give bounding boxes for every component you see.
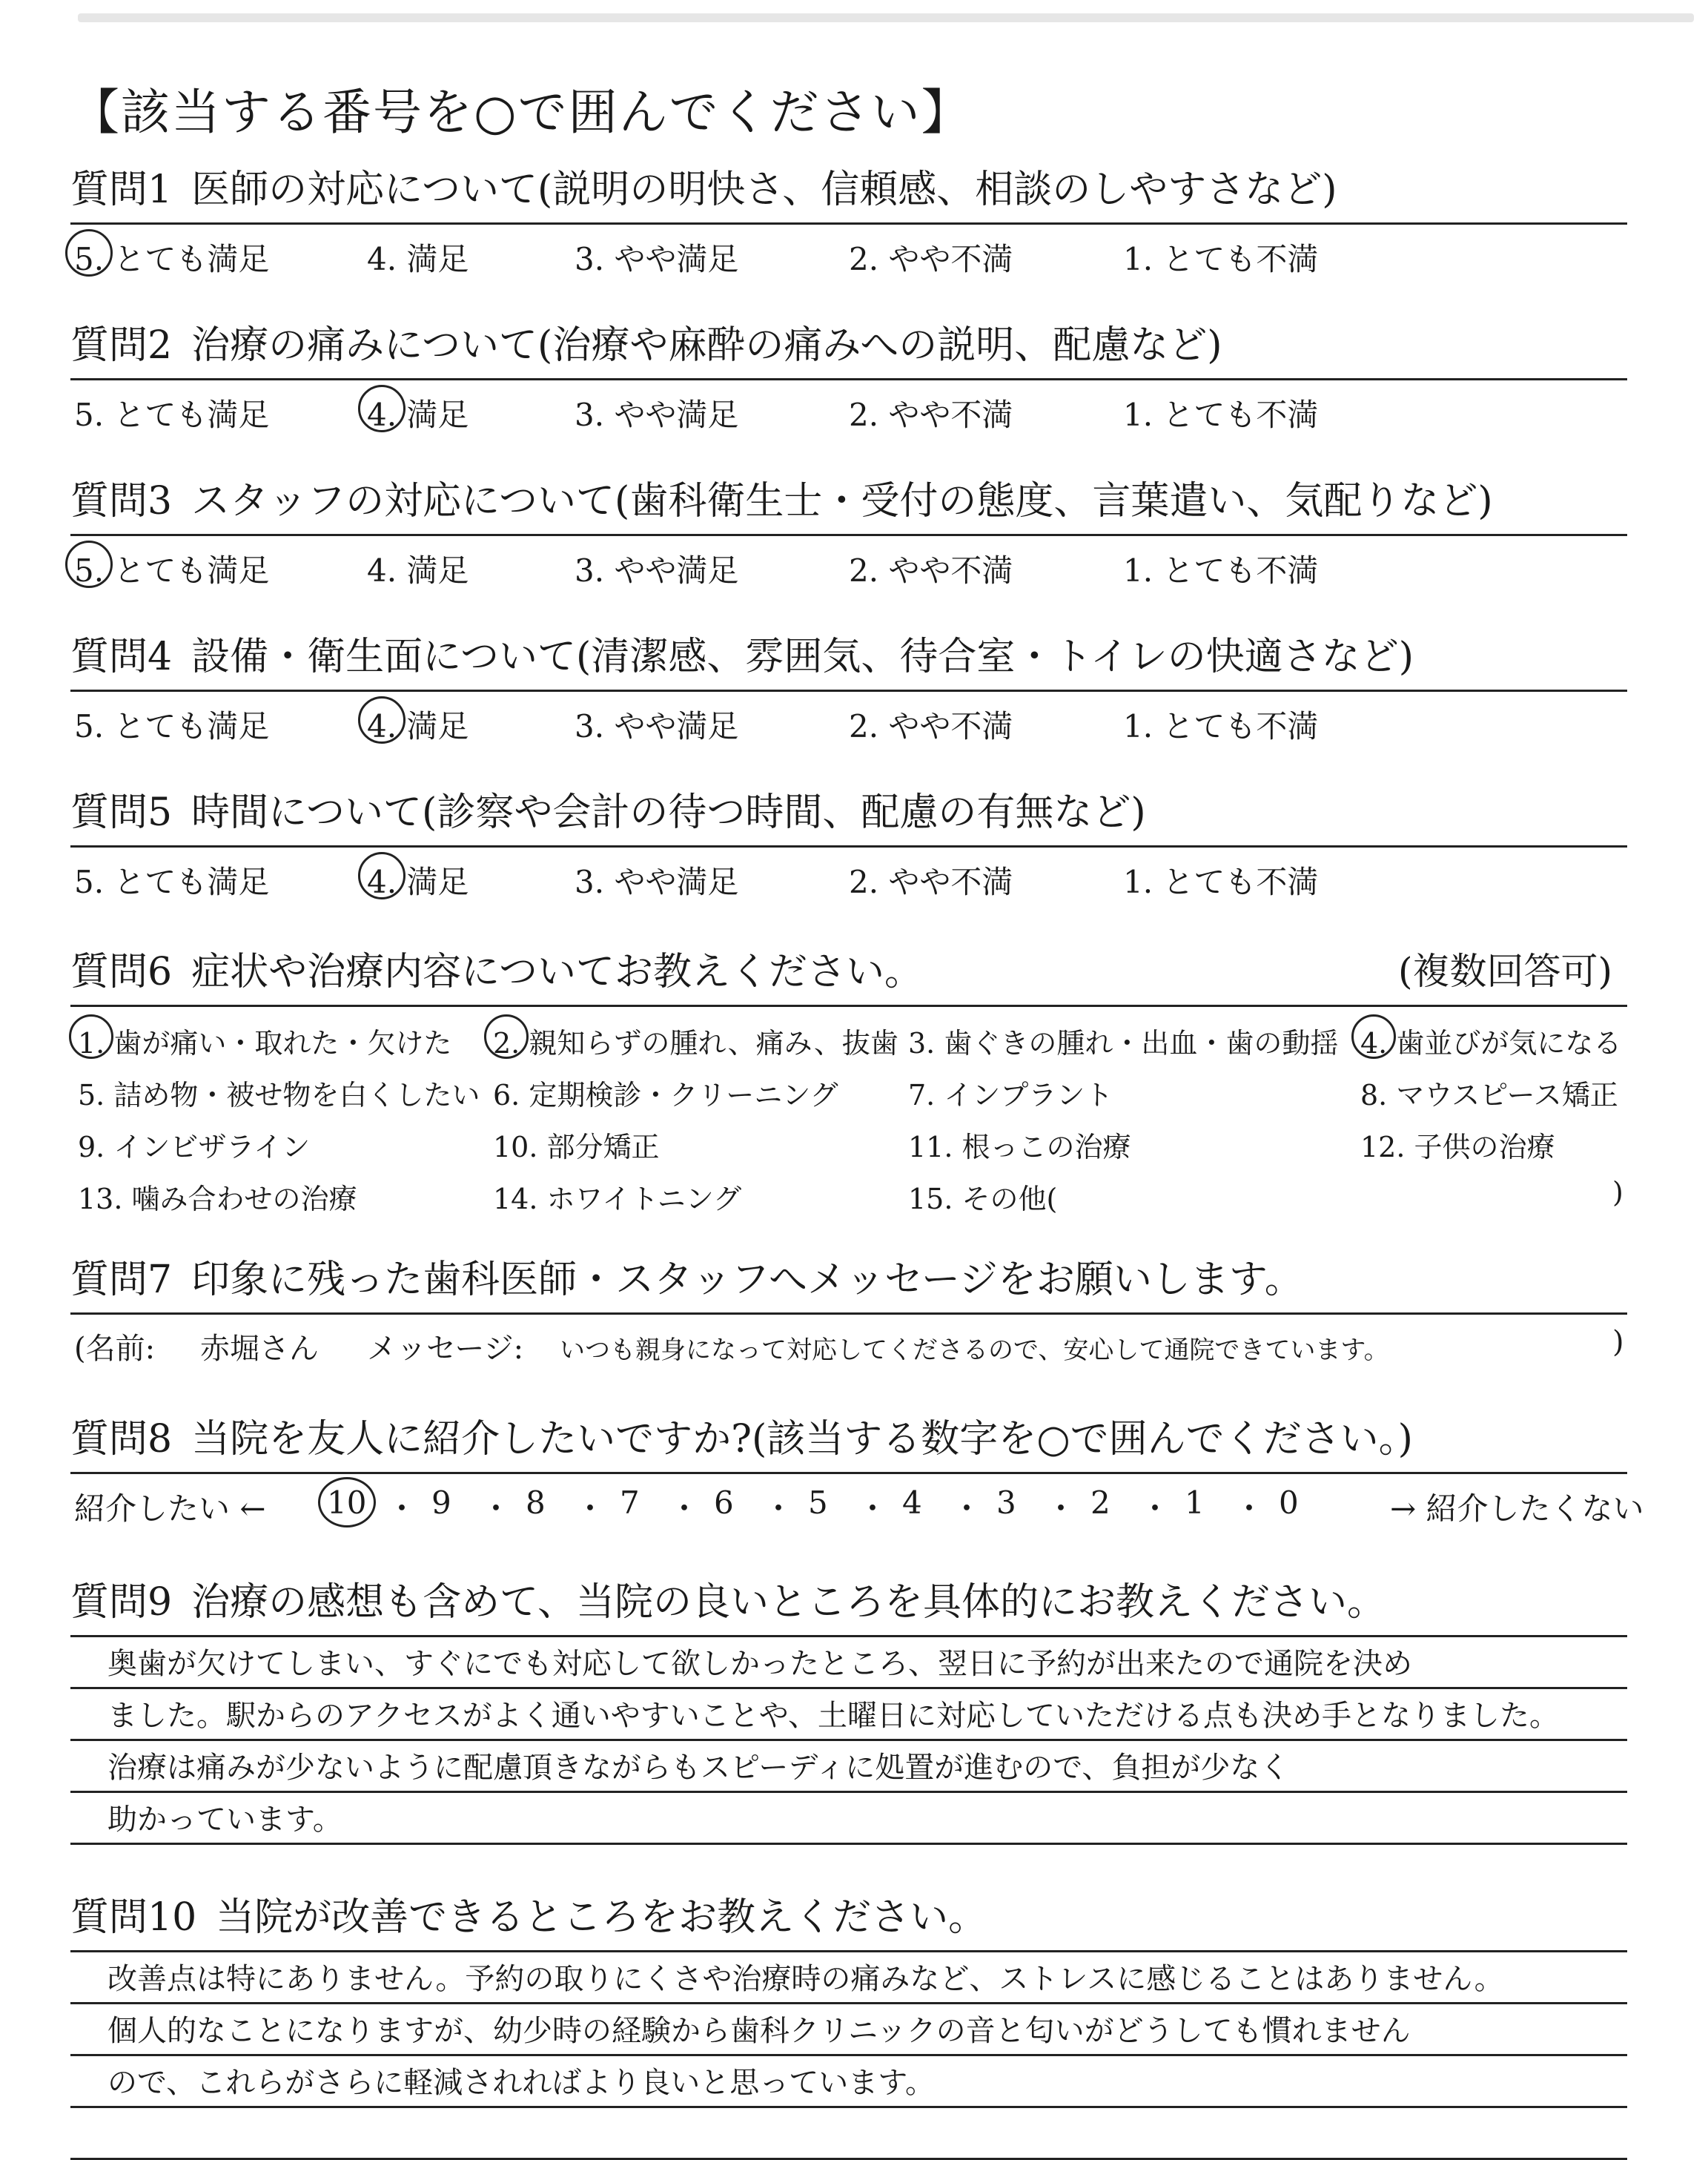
scale-value[interactable]: 3 <box>996 1484 1016 1521</box>
rating-options <box>70 848 1627 899</box>
answer-line <box>70 2004 1627 2056</box>
rating-option[interactable]: 1. とても不満 <box>1123 864 1319 900</box>
answer-line <box>70 1689 1627 1741</box>
selection-circle <box>358 696 406 744</box>
scale-separator: ・ <box>480 1490 512 1527</box>
recommend-scale <box>70 1474 1644 1533</box>
scale-value[interactable]: 6 <box>714 1484 734 1521</box>
message-value[interactable]: いつも親身になって対応してくださるので、安心して通院できています。 <box>560 1335 1389 1365</box>
multiple-answer-note: (複数回答可) <box>1397 950 1612 993</box>
question-9 <box>70 1580 1627 1845</box>
rating-options <box>70 225 1627 277</box>
selection-circle <box>69 1014 113 1059</box>
symptom-option[interactable]: 3. 歯ぐきの腫れ・出血・歯の動揺 <box>908 1027 1339 1060</box>
symptom-option[interactable]: 7. インプラント <box>908 1079 1113 1112</box>
question-10 <box>70 1895 1627 2160</box>
rating-option[interactable]: 3. やや満足 <box>575 397 739 433</box>
top-edge <box>78 13 1694 22</box>
selection-circle <box>358 852 406 899</box>
rating-option[interactable]: 5. とても満足 <box>74 552 270 589</box>
symptom-option[interactable]: 2. 親知らずの腫れ、痛み、抜歯 <box>493 1027 898 1060</box>
rating-option[interactable]: 2. やや不満 <box>849 397 1013 433</box>
symptom-option[interactable]: 12. 子供の治療 <box>1360 1131 1555 1163</box>
question-text: 印象に残った歯科医師・スタッフへメッセージをお願いします。 <box>191 1258 1303 1302</box>
handwritten-answer[interactable]: 個人的なことになりますが、幼少時の経験から歯科クリニックの音と匂いがどうしても慣れません <box>107 2014 1411 2048</box>
scale-separator: ・ <box>1139 1490 1171 1527</box>
symptom-option[interactable]: 8. マウスピース矯正 <box>1360 1079 1618 1112</box>
question-number: 質問9 <box>70 1580 173 1625</box>
question-2 <box>70 323 1627 433</box>
question-4 <box>70 635 1627 744</box>
scale-separator: ・ <box>857 1490 889 1527</box>
answer-line <box>70 1637 1627 1689</box>
scale-value[interactable]: 9 <box>431 1484 451 1521</box>
rating-option[interactable]: 3. やや満足 <box>575 552 739 589</box>
question-1 <box>70 168 1627 277</box>
scale-value[interactable]: 1 <box>1185 1484 1205 1521</box>
question-text: 時間について(診察や会計の待つ時間、配慮の有無など) <box>191 790 1146 835</box>
question-text: スタッフの対応について(歯科衛生士・受付の態度、言葉遣い、気配りなど) <box>191 479 1493 524</box>
rating-options <box>70 380 1627 432</box>
scale-value[interactable]: 2 <box>1090 1484 1110 1521</box>
rating-option[interactable]: 4. 満足 <box>367 241 469 277</box>
handwritten-answer[interactable]: ので、これらがさらに軽減されればより良いと思っています。 <box>107 2066 935 2100</box>
question-7 <box>70 1258 1627 1367</box>
scale-value[interactable]: 0 <box>1279 1484 1299 1521</box>
rating-option[interactable]: 4. 満足 <box>367 397 469 433</box>
rating-option[interactable]: 2. やや不満 <box>849 864 1013 900</box>
question-text: 治療の感想も含めて、当院の良いところを具体的にお教えください。 <box>191 1580 1386 1625</box>
question-text: 症状や治療内容についてお教えください。 <box>191 950 924 994</box>
scale-separator: ・ <box>763 1490 795 1527</box>
symptom-option[interactable]: 1. 歯が痛い・取れた・欠けた <box>78 1027 452 1060</box>
question-number: 質問1 <box>70 168 173 212</box>
answer-line <box>70 1952 1627 2004</box>
answer-lines <box>70 1952 1627 2160</box>
answer-lines <box>70 1637 1627 1845</box>
scale-value[interactable]: 4 <box>902 1484 922 1521</box>
question-number: 質問6 <box>70 950 173 994</box>
question-number: 質問10 <box>70 1895 197 1940</box>
symptom-option[interactable]: 4. 歯並びが気になる <box>1360 1027 1622 1060</box>
answer-line <box>70 2056 1627 2108</box>
question-6 <box>70 950 1627 1229</box>
selection-circle <box>358 385 406 432</box>
symptom-option[interactable]: 9. インビザライン <box>78 1131 311 1163</box>
rating-option[interactable]: 5. とても満足 <box>74 708 270 744</box>
question-number: 質問8 <box>70 1417 173 1462</box>
selection-circle <box>65 229 113 277</box>
question-text: 当院が改善できるところをお教えください。 <box>216 1895 987 1940</box>
rating-options <box>70 692 1627 744</box>
question-text: 当院を友人に紹介したいですか?(該当する数字を○で囲んでください。) <box>191 1417 1413 1462</box>
selection-circle <box>65 541 113 588</box>
selection-circle <box>1351 1014 1396 1059</box>
symptom-option[interactable]: 10. 部分矯正 <box>493 1131 660 1163</box>
page-title: 【該当する番号を○で囲んでください】 <box>70 84 972 141</box>
rating-option[interactable]: 2. やや不満 <box>849 241 1013 277</box>
other-close: ) <box>1612 1176 1623 1209</box>
rating-option[interactable]: 3. やや満足 <box>575 864 739 900</box>
handwritten-answer[interactable]: 改善点は特にありません。予約の取りにくさや治療時の痛みなど、ストレスに感じることはありません。 <box>107 1962 1504 1996</box>
rating-option[interactable]: 5. とても満足 <box>74 864 270 900</box>
rating-option[interactable]: 2. やや不満 <box>849 552 1013 589</box>
question-5 <box>70 790 1627 900</box>
symptom-option[interactable]: 15. その他( <box>908 1183 1058 1215</box>
question-number: 質問5 <box>70 790 173 835</box>
symptom-options <box>70 1007 1627 1229</box>
name-value[interactable]: 赤堀さん <box>200 1332 319 1366</box>
selection-circle <box>318 1477 376 1527</box>
handwritten-answer[interactable]: 治療は痛みが少ないように配慮頂きながらもスピーディに処置が進むので、負担が少なく <box>107 1751 1290 1785</box>
handwritten-answer[interactable]: ました。駅からのアクセスがよく通いやすいことや、土曜日に対応していただける点も決め手となりました。 <box>107 1699 1559 1733</box>
scale-separator: ・ <box>1234 1490 1265 1527</box>
question-8 <box>70 1417 1644 1533</box>
rating-option[interactable]: 5. とても満足 <box>74 397 270 433</box>
rating-option[interactable]: 1. とても不満 <box>1123 708 1319 744</box>
rating-option[interactable]: 1. とても不満 <box>1123 241 1319 277</box>
scale-value[interactable]: 7 <box>620 1484 640 1521</box>
rating-options <box>70 536 1627 588</box>
message-label: メッセージ: <box>367 1332 524 1366</box>
symptom-option[interactable]: 11. 根っこの治療 <box>908 1131 1131 1163</box>
scale-value[interactable]: 10 <box>327 1484 367 1521</box>
rating-option[interactable]: 1. とても不満 <box>1123 552 1319 589</box>
rating-option[interactable]: 4. 満足 <box>367 552 469 589</box>
question-3 <box>70 479 1627 589</box>
rating-option[interactable]: 2. やや不満 <box>849 708 1013 744</box>
symptom-option[interactable]: 14. ホワイトニング <box>493 1183 742 1215</box>
rating-option[interactable]: 1. とても不満 <box>1123 397 1319 433</box>
rating-option[interactable]: 3. やや満足 <box>575 241 739 277</box>
question-text: 医師の対応について(説明の明快さ、信頼感、相談のしやすさなど) <box>191 168 1337 212</box>
message-close: ) <box>1612 1325 1624 1359</box>
scale-separator: ・ <box>386 1490 418 1527</box>
answer-line <box>70 1741 1627 1793</box>
scale-value[interactable]: 8 <box>526 1484 546 1521</box>
question-text: 治療の痛みについて(治療や麻酔の痛みへの説明、配慮など) <box>191 323 1222 368</box>
scale-separator: ・ <box>951 1490 983 1527</box>
symptom-option[interactable]: 13. 噛み合わせの治療 <box>78 1183 357 1215</box>
selection-circle <box>484 1014 529 1059</box>
rating-option[interactable]: 4. 満足 <box>367 864 469 900</box>
symptom-option[interactable]: 6. 定期検診・クリーニング <box>493 1079 838 1112</box>
handwritten-answer[interactable]: 助かっています。 <box>107 1803 342 1837</box>
handwritten-answer[interactable]: 奥歯が欠けてしまい、すぐにでも対応して欲しかったところ、翌日に予約が出来たので通院を決め <box>107 1647 1412 1681</box>
answer-line <box>70 1793 1627 1845</box>
question-number: 質問3 <box>70 479 173 524</box>
scale-left-label: 紹介したい ← <box>74 1490 266 1527</box>
rating-option[interactable]: 3. やや満足 <box>575 708 739 744</box>
rating-option[interactable]: 5. とても満足 <box>74 241 270 277</box>
question-number: 質問7 <box>70 1258 173 1302</box>
question-number: 質問2 <box>70 323 173 368</box>
scale-right-label: → 紹介したくない <box>1390 1490 1644 1527</box>
scale-separator: ・ <box>575 1490 606 1527</box>
scale-value[interactable]: 5 <box>808 1484 828 1521</box>
name-label: (名前: <box>74 1332 156 1366</box>
rating-option[interactable]: 4. 満足 <box>367 708 469 744</box>
scale-separator: ・ <box>1045 1490 1077 1527</box>
scale-separator: ・ <box>669 1490 701 1527</box>
symptom-option[interactable]: 5. 詰め物・被せ物を白くしたい <box>78 1079 480 1112</box>
question-text: 設備・衛生面について(清潔感、雰囲気、待合室・トイレの快適さなど) <box>191 635 1414 679</box>
question-number: 質問4 <box>70 635 173 679</box>
answer-line <box>70 2108 1627 2160</box>
